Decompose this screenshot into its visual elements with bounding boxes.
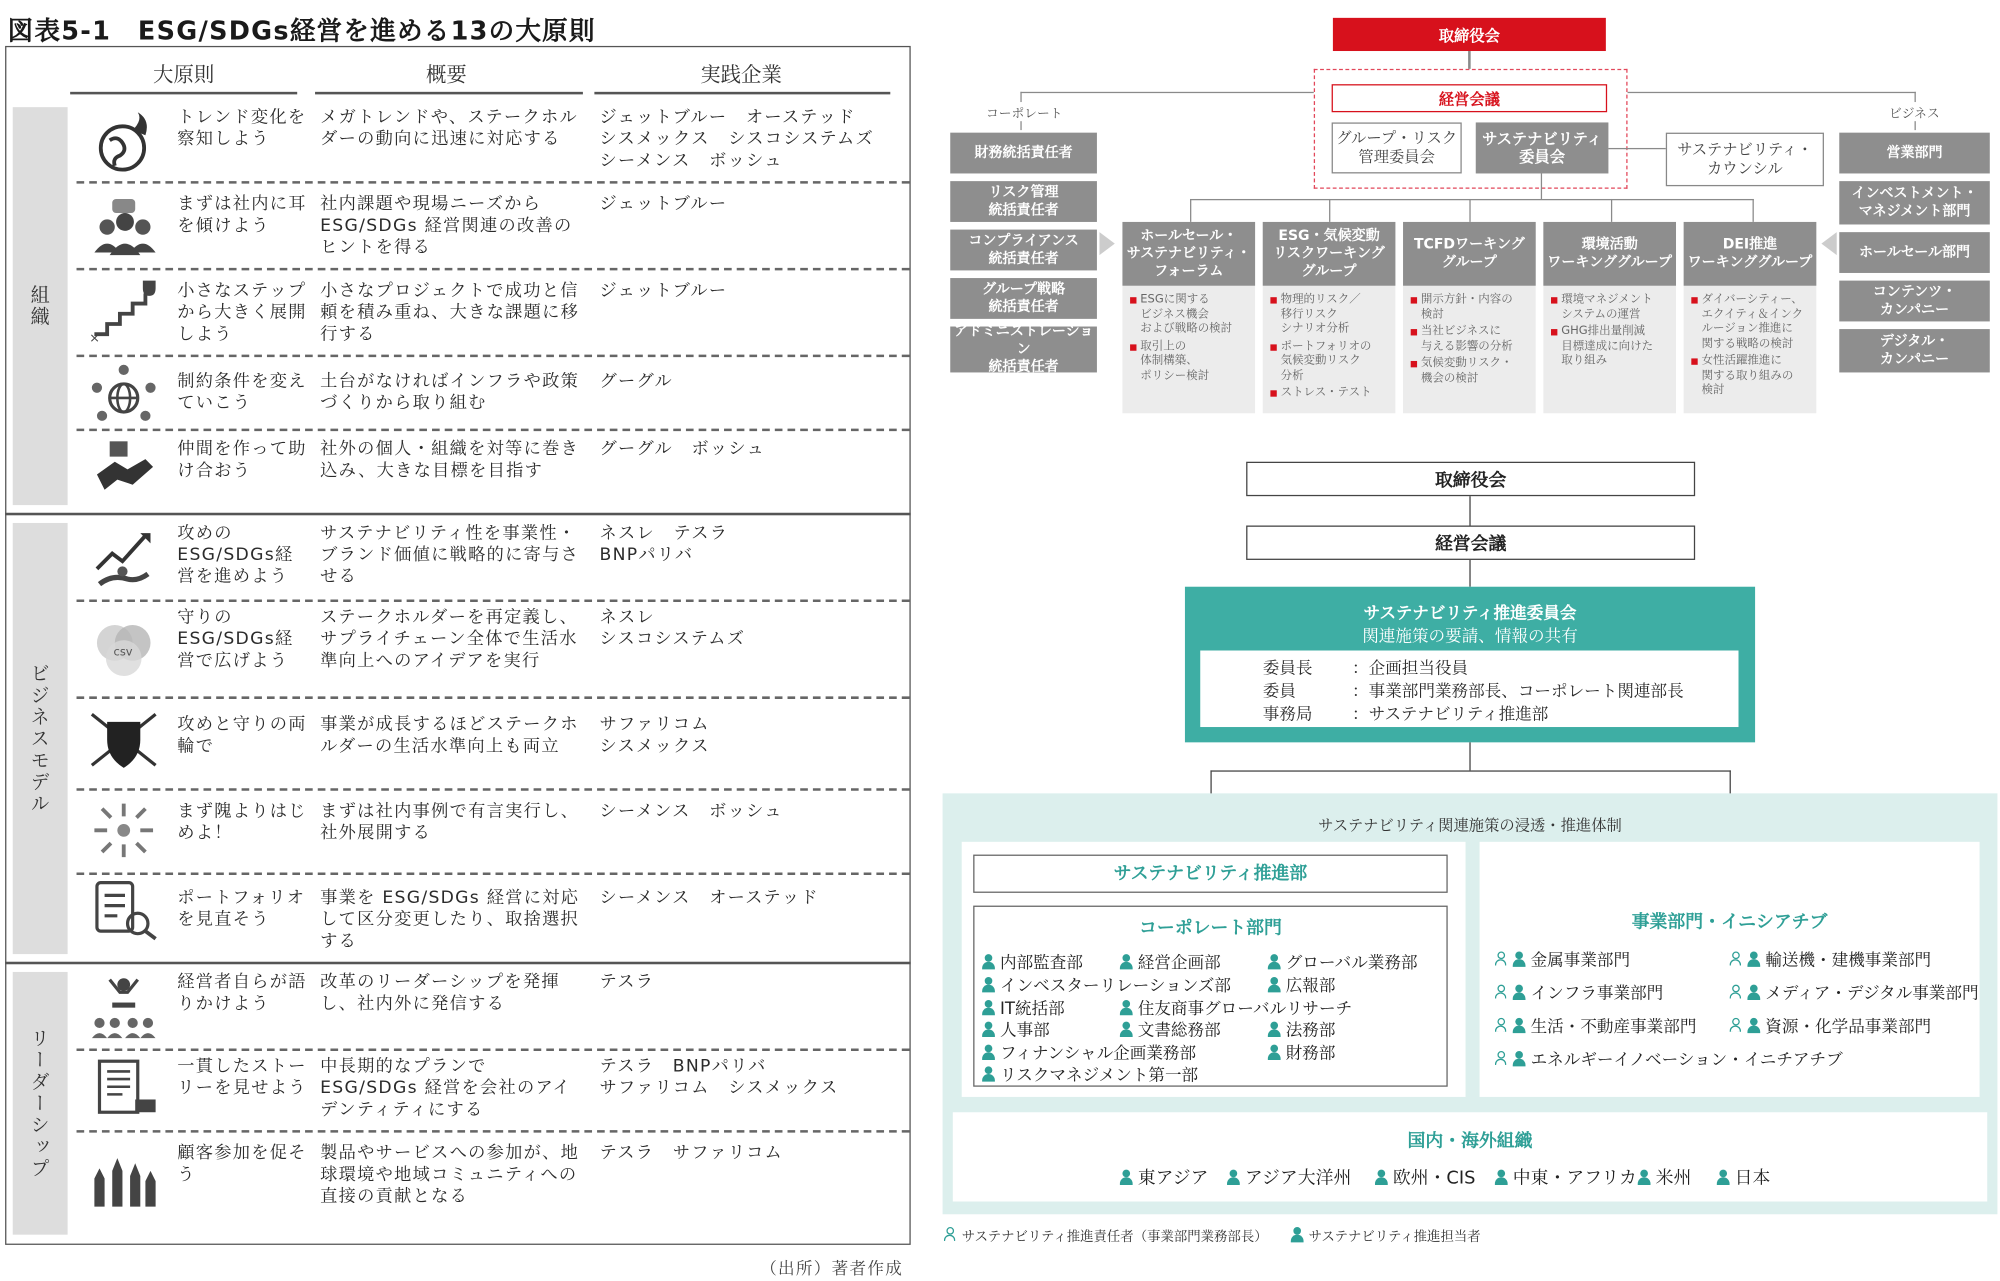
person-outline-icon	[944, 1227, 957, 1242]
wg-title: ホールセール・ サステナビリティ・ フォーラム	[1122, 222, 1255, 286]
section-divider	[5, 513, 911, 516]
row-principle: 小さなステップから大きく展開しよう	[177, 280, 307, 345]
wg-item: ストレス・テスト	[1270, 386, 1387, 401]
arrow-right-icon	[1099, 232, 1114, 255]
connector	[1541, 173, 1542, 199]
row-divider	[77, 355, 910, 358]
connector	[1329, 199, 1330, 222]
person-icon	[1120, 1000, 1133, 1015]
group-risk-committee-box: グループ・リスク 管理委員会	[1332, 122, 1462, 173]
wholesale-division-box: ホールセール部門	[1839, 232, 1990, 273]
person-icon	[982, 954, 995, 969]
sales-division-box: 営業部門	[1839, 133, 1990, 174]
row-divider	[77, 1048, 910, 1051]
globe-network-icon	[87, 360, 161, 424]
business-division-title: 事業部門・イニシアチブ	[1631, 911, 1828, 933]
row-divider	[77, 696, 910, 699]
connector	[1190, 199, 1191, 222]
administration-officer-box: アドミニストレーション 統括責任者	[950, 327, 1097, 373]
row-principle: 攻めと守りの両輪で	[177, 714, 307, 757]
person-icon	[1268, 1022, 1281, 1037]
person-icon	[1747, 1018, 1760, 1033]
row-companies: ネスレ テスラ BNPパリバ	[599, 522, 729, 566]
business-item: 生活・不動産事業部門	[1495, 1013, 1697, 1037]
region-item: アジア大洋州	[1227, 1165, 1351, 1191]
row-summary: 小さなプロジェクトで成功と信頼を積み重ね、大きな課題に移行する	[320, 280, 580, 345]
section-label-leadership: リーダーシップ	[28, 1027, 52, 1180]
business-label: ビジネス	[1885, 102, 1943, 121]
person-icon	[1747, 952, 1760, 967]
person-icon	[982, 1045, 995, 1060]
row-companies: サファリコム シスメックス	[599, 714, 710, 757]
board-box: 取締役会	[1333, 18, 1606, 51]
connector	[1020, 92, 1313, 93]
row-principle: 顧客参加を促そう	[177, 1142, 307, 1185]
header-principle: 大原則	[153, 62, 215, 87]
growth-hand-icon	[87, 528, 161, 592]
person-icon	[1120, 1022, 1133, 1037]
row-divider	[77, 788, 910, 791]
row-companies: グーグル	[599, 371, 673, 392]
dept-item: 内部監査部	[982, 949, 1083, 973]
cro-box: リスク管理 統括責任者	[950, 181, 1097, 222]
row-divider	[77, 599, 910, 602]
investment-management-box: インベストメント・ マネジメント部門	[1839, 181, 1990, 224]
row-companies: ジェットブルー	[599, 193, 728, 215]
person-outline-icon	[1495, 1018, 1508, 1033]
exec-meeting-box: 経営会議	[1332, 84, 1608, 112]
row-summary: 事業が成長するほどステークホルダーの生活水準向上も両立	[320, 714, 579, 757]
section-label-organization: 組織	[28, 284, 52, 328]
steps-trophy-icon	[87, 278, 161, 342]
row-summary: まずは社内事例で有言実行し、社外展開する	[320, 801, 580, 844]
wg-environmental	[1543, 222, 1676, 413]
region-item: 東アジア	[1120, 1165, 1209, 1191]
row-divider	[77, 429, 910, 432]
row-summary: 中長期的なプランで ESG/SDGs 経営を会社のアイデンティティにする	[320, 1056, 571, 1120]
person-icon	[1227, 1170, 1240, 1185]
person-outline-icon	[1730, 1018, 1743, 1033]
scroll-icon	[87, 1056, 161, 1120]
wg-item: 取引上の 体制構築、 ポリシー検討	[1130, 340, 1247, 384]
wg-title: DEI推進 ワーキンググループ	[1684, 222, 1817, 286]
expand-arrows-icon	[87, 798, 161, 862]
row-summary: サステナビリティ性を事業性・ブランド価値に戦略的に寄与させる	[320, 522, 580, 587]
svg-text:csv: csv	[113, 644, 133, 659]
row-principle: 攻めのESG/SDGs経営を進めよう	[177, 522, 294, 587]
person-icon	[1268, 977, 1281, 992]
people-speech-icon	[87, 196, 161, 260]
wg-esg-climate-risk	[1263, 222, 1396, 413]
shield-swords-icon	[87, 709, 161, 773]
person-icon	[1717, 1170, 1730, 1185]
dept-item: 人事部	[982, 1017, 1050, 1041]
globe-fire-icon	[87, 112, 161, 176]
wg-item: 当社ビジネスに 与える影響の分析	[1411, 325, 1528, 354]
header-rule	[594, 92, 890, 95]
connector	[1608, 148, 1665, 149]
member-value: ：企画担当役員	[1352, 659, 1469, 679]
person-icon	[1513, 1018, 1526, 1033]
connector	[1469, 496, 1470, 525]
cfo-box: 財務統括責任者	[950, 133, 1097, 174]
corporate-label: コーポレート	[982, 102, 1066, 121]
dept-item: リスクマネジメント第一部	[982, 1061, 1198, 1085]
dept-item: 広報部	[1268, 972, 1336, 996]
svg-text:×: ×	[89, 330, 100, 342]
dept-item: 法務部	[1268, 1017, 1336, 1041]
header-summary: 概要	[425, 62, 467, 87]
person-icon	[1513, 1051, 1526, 1066]
digital-company-box: デジタル・ カンパニー	[1839, 329, 1990, 372]
row-summary: 製品やサービスへの参加が、地球環境や地域コミュニティへの直接の貢献となる	[320, 1142, 580, 1207]
row-principle: 制約条件を変えていこう	[177, 371, 307, 414]
row-summary: 社外の個人・組織を対等に巻き込み、大きな目標を目指す	[320, 438, 580, 481]
region-item: 欧州・CIS	[1375, 1165, 1476, 1191]
row-principle: まず隗よりはじめよ！	[177, 801, 307, 844]
connector	[1469, 560, 1470, 587]
row-principle: 一貫したストーリーを見せよう	[177, 1056, 307, 1099]
row-companies: テスラ BNPパリバ サファリコム シスメックス	[599, 1056, 839, 1099]
wg-item: ポートフォリオの 気候変動リスク 分析	[1270, 340, 1387, 384]
row-principle: まずは社内に耳を傾けよう	[177, 193, 307, 236]
wg-tcfd	[1403, 222, 1536, 413]
connector	[1628, 92, 1916, 93]
person-outline-icon	[1730, 985, 1743, 1000]
row-summary: 改革のリーダーシップを発揮し、社内外に発信する	[320, 971, 560, 1015]
sustainability-committee-box: サステナビリティ 委員会	[1476, 122, 1609, 173]
connector	[1469, 742, 1470, 770]
dept-item: 経営企画部	[1120, 949, 1221, 973]
hands-together-icon	[87, 436, 161, 500]
person-icon	[982, 1066, 995, 1081]
wg-item: ダイバーシティー、 エクイティ＆インク ルージョン推進に 関する戦略の検討	[1691, 293, 1808, 352]
exec-meeting-box-2: 経営会議	[1246, 526, 1695, 560]
person-icon	[1120, 954, 1133, 969]
person-icon	[1268, 954, 1281, 969]
person-outline-icon	[1495, 985, 1508, 1000]
region-item: 日本	[1717, 1165, 1771, 1191]
header-companies: 実践企業	[700, 62, 782, 87]
person-icon	[1513, 952, 1526, 967]
row-summary: 土台がなければインフラや政策づくりから取り組む	[320, 371, 580, 414]
committee-title: サステナビリティ推進委員会	[1363, 604, 1577, 624]
row-principle: 守りのESG/SDGs経営で広げよう	[177, 607, 294, 671]
person-icon	[1513, 985, 1526, 1000]
wg-item: 物理的リスク／ 移行リスク シナリオ分析	[1270, 293, 1387, 337]
business-item: エネルギーイノベーション・イニチアチブ	[1495, 1046, 1843, 1070]
source-note: （出所）著者作成	[760, 1260, 904, 1280]
clipboard-search-icon	[87, 878, 161, 942]
leader-audience-icon	[87, 974, 161, 1038]
wg-item: ESGに関する ビジネス機会 および戦略の検討	[1130, 293, 1247, 337]
member-role: 委員長	[1262, 659, 1313, 679]
connector	[1210, 770, 1730, 771]
member-role: 事務局	[1262, 705, 1313, 725]
row-summary: ステークホルダーを再定義し、サプライチェーン全体で生活水準向上へのアイデアを実行	[320, 607, 579, 671]
row-divider	[77, 1130, 910, 1133]
row-companies: グーグル ボッシュ	[599, 438, 766, 460]
row-principle: ポートフォリオを見直そう	[177, 887, 306, 930]
person-icon	[1638, 1170, 1651, 1185]
dept-item: フィナンシャル企画業務部	[982, 1040, 1196, 1064]
header-rule	[315, 92, 583, 95]
panel-title: サステナビリティ関連施策の浸透・推進体制	[1318, 816, 1622, 835]
board-box-2: 取締役会	[1246, 462, 1695, 496]
compliance-officer-box: コンプライアンス 統括責任者	[950, 230, 1097, 271]
wg-title: TCFDワーキング グループ	[1403, 222, 1536, 286]
person-icon	[1747, 985, 1760, 1000]
connector	[1468, 51, 1471, 69]
row-companies: シーメンス ボッシュ	[599, 801, 783, 822]
person-outline-icon	[1495, 1051, 1508, 1066]
person-icon	[1120, 1170, 1133, 1185]
regions-title: 国内・海外組織	[1407, 1131, 1533, 1152]
legend-item: サステナビリティ推進担当者	[1291, 1227, 1481, 1246]
connector	[1469, 199, 1470, 222]
section-label-business-model: ビジネスモデル	[28, 662, 52, 815]
wg-item: GHG排出量削減 目標達成に向けた 取り組み	[1551, 325, 1668, 369]
region-item: 米州	[1638, 1165, 1692, 1191]
dept-item: グローバル業務部	[1268, 949, 1418, 973]
raised-hands-icon	[87, 1145, 161, 1209]
row-divider	[77, 181, 910, 184]
dept-item: IT統括部	[982, 995, 1065, 1019]
dept-item: 文書総務部	[1120, 1017, 1221, 1041]
legend-item: サステナビリティ推進責任者（事業部門業務部長）	[944, 1227, 1268, 1246]
region-item: 中東・アフリカ	[1495, 1165, 1637, 1191]
wg-wholesale-forum	[1122, 222, 1255, 413]
arrow-left-icon	[1821, 232, 1836, 255]
connector	[1190, 199, 1754, 200]
person-outline-icon	[1730, 952, 1743, 967]
person-icon	[982, 977, 995, 992]
row-summary: 社内課題や現場ニーズからESG/SDGs 経営関連の改善のヒントを得る	[320, 193, 573, 258]
row-companies: ジェットブルー	[599, 280, 728, 302]
connector	[1753, 199, 1754, 222]
wg-title: ESG・気候変動 リスクワーキング グループ	[1263, 222, 1396, 286]
member-value: ：サステナビリティ推進部	[1352, 705, 1549, 725]
corporate-division-title: コーポレート部門	[1139, 918, 1282, 939]
member-value: ：事業部門業務部長、コーポレート関連部長	[1352, 682, 1684, 702]
wg-item: 環境マネジメント システムの運営	[1551, 293, 1668, 322]
connector	[1611, 199, 1612, 222]
csv-venn-icon	[87, 617, 161, 681]
wg-dei	[1684, 222, 1817, 413]
person-icon	[982, 1022, 995, 1037]
row-principle: トレンド変化を察知しよう	[177, 107, 307, 150]
header-rule	[70, 92, 297, 95]
row-companies: シーメンス オーステッド	[599, 887, 819, 909]
row-companies: ジェットブルー オーステッド シスメックス シスコシステムズ シーメンス ボッシュ	[599, 107, 874, 171]
person-icon	[982, 1000, 995, 1015]
person-icon	[1495, 1170, 1508, 1185]
figure-title: 図表5-1 ESG/SDGs経営を進める13の大原則	[7, 15, 596, 46]
person-icon	[1268, 1045, 1281, 1060]
row-summary: 事業を ESG/SDGs 経営に対応して区分変更したり、取捨選択する	[320, 887, 580, 952]
row-divider	[77, 268, 910, 271]
business-item: 資源・化学品事業部門	[1730, 1013, 1932, 1037]
dept-item: 財務部	[1268, 1040, 1336, 1064]
person-icon	[1291, 1227, 1304, 1242]
dept-item: インベスターリレーションズ部	[982, 972, 1231, 996]
row-companies: ネスレ シスコシステムズ	[599, 607, 746, 650]
member-role: 委員	[1262, 682, 1296, 702]
section-divider	[5, 962, 911, 965]
committee-subtitle: 関連施策の要請、情報の共有	[1362, 627, 1578, 647]
business-item: メディア・デジタル事業部門	[1730, 980, 1979, 1004]
business-item: 輸送機・建機事業部門	[1730, 946, 1932, 970]
group-strategy-officer-box: グループ戦略 統括責任者	[950, 278, 1097, 319]
business-item: 金属事業部門	[1495, 946, 1630, 970]
row-principle: 仲間を作って助け合おう	[177, 438, 307, 481]
wg-title: 環境活動 ワーキンググループ	[1543, 222, 1676, 286]
row-companies: テスラ	[599, 971, 655, 993]
business-item: インフラ事業部門	[1495, 980, 1663, 1004]
wg-item: 開示方針・内容の 検討	[1411, 293, 1528, 322]
row-principle: 経営者自らが語りかけよう	[177, 971, 307, 1015]
person-icon	[1375, 1170, 1388, 1185]
contents-company-box: コンテンツ・ カンパニー	[1839, 281, 1990, 322]
person-outline-icon	[1495, 952, 1508, 967]
sustainability-council-box: サステナビリティ・ カウンシル	[1666, 133, 1824, 187]
dept-item: 住友商事グローバルリサーチ	[1120, 995, 1352, 1019]
row-divider	[77, 872, 910, 875]
row-summary: メガトレンドや、ステークホルダーの動向に迅速に対応する	[320, 107, 578, 150]
promotion-dept-box: サステナビリティ推進部	[973, 855, 1447, 893]
wg-item: 女性活躍推進に 関する取り組みの 検討	[1691, 355, 1808, 399]
wg-item: 気候変動リスク・ 機会の検討	[1411, 357, 1528, 386]
row-companies: テスラ サファリコム	[599, 1142, 784, 1164]
